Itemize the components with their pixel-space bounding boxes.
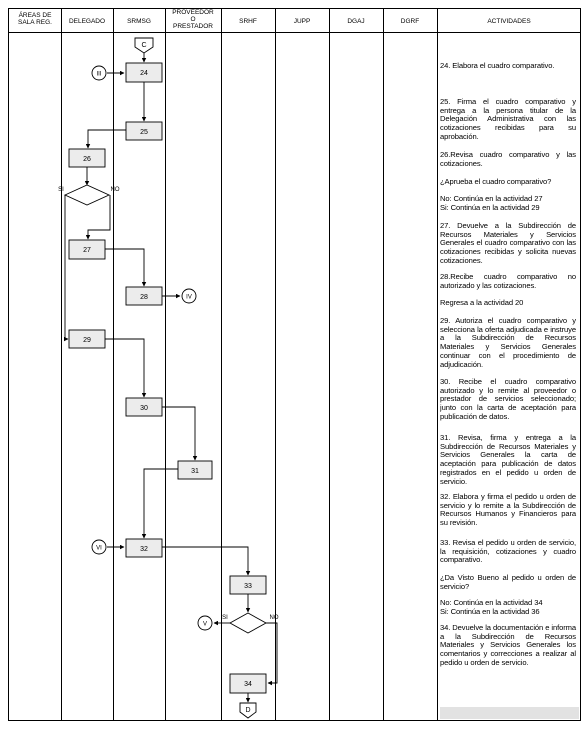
activity-box-27-label: 27 bbox=[83, 247, 91, 254]
activity-box-31-label: 31 bbox=[191, 468, 199, 475]
activity-box-30-label: 30 bbox=[140, 405, 148, 412]
activity-26-text: 26.Revisa cuadro comparativo y las cotizaciones. bbox=[440, 150, 576, 168]
decision-1-yes-label: SI bbox=[58, 187, 64, 193]
activity-24-text: 24. Elabora el cuadro comparativo. bbox=[440, 61, 555, 70]
activity-box-29-label: 29 bbox=[83, 337, 91, 344]
offpage-connector-d-label: D bbox=[245, 707, 251, 714]
activity-box-32-label: 32 bbox=[140, 546, 148, 553]
activity-box-28-label: 28 bbox=[140, 294, 148, 301]
header-actividades: ACTIVIDADES bbox=[487, 18, 531, 25]
activity-29-text: 29. Autoriza el cuadro comparativo y selecciona la oferta adjudicada e instruye a la Subdirección de Recursos Materiales y Servicios Generales continuar con el procedimiento de adjudicación. bbox=[440, 316, 576, 369]
decision-2-options: No: Continúa en la actividad 34 Si: Continúa en la actividad 36 bbox=[440, 598, 543, 616]
offpage-connector-c-label: C bbox=[141, 42, 147, 49]
activity-box-34-label: 34 bbox=[244, 681, 252, 688]
connector-vi-label: VI bbox=[96, 545, 102, 552]
activity-32-text: 32. Elabora y firma el pedido u orden de servicio y lo remite a la Subdirección de Recursos Humanos y Financieros para su revisión. bbox=[440, 492, 576, 528]
activity-box-24-label: 24 bbox=[140, 70, 148, 77]
header-dgaj: DGAJ bbox=[347, 18, 365, 25]
header-srmsg: SRMSG bbox=[127, 18, 151, 25]
activities-column bbox=[440, 32, 579, 710]
activity-33-text: 33. Revisa el pedido u orden de servicio, la requisición, cotizaciones y cuadro comparativo. bbox=[440, 538, 576, 565]
decision-1-question: ¿Aprueba el cuadro comparativo? bbox=[440, 177, 552, 186]
header-jupp: JUPP bbox=[293, 18, 311, 25]
activity-25-text: 25. Firma el cuadro comparativo y entrega a la persona titular de la Delegación Administrativa con las cotizaciones recibidas para su aprobación. bbox=[440, 97, 576, 141]
activity-34-text: 34. Devuelve la documentación e informa a la Subdirección de Recursos Materiales y Servicios Generales los comentarios y correcciones a realizar al pedido u orden de servicio. bbox=[440, 623, 576, 667]
activity-box-26-label: 26 bbox=[83, 156, 91, 163]
decision-approve-order bbox=[230, 613, 266, 633]
activity-box-33-label: 33 bbox=[244, 583, 252, 590]
activity-27-text: 27. Devuelve a la Subdirección de Recursos Materiales y Servicios Generales el cuadro comparativo con las cotizaciones recibidas y solicita nuevas cotizaciones. bbox=[440, 221, 576, 265]
decision-2-yes-label: SI bbox=[222, 615, 228, 621]
header-areas: ÁREAS DE SALA REG. bbox=[18, 12, 52, 26]
decision-1-options: No: Continúa en la actividad 27 Si: Continúa en la actividad 29 bbox=[440, 194, 543, 212]
activity-28-text: 28.Recibe cuadro comparativo no autorizado y las cotizaciones. bbox=[440, 272, 576, 290]
header-dgrf: DGRF bbox=[400, 18, 420, 25]
decision-2-no-label: NO bbox=[269, 615, 279, 621]
decision-approve-comparative bbox=[65, 185, 109, 205]
connector-iv-label: IV bbox=[186, 294, 192, 301]
header-delegado: DELEGADO bbox=[68, 18, 106, 25]
connector-v-label: V bbox=[202, 621, 208, 628]
decision-2-question: ¿Da Visto Bueno al pedido u orden de servicio? bbox=[440, 573, 576, 591]
activity-30-text: 30. Recibe el cuadro comparativo autorizado y lo remite al proveedor o prestador de servicios seleccionado; junto con la carta de aceptación para publicación de datos. bbox=[440, 377, 576, 421]
return-note: Regresa a la actividad 20 bbox=[440, 298, 524, 307]
decision-1-no-label: NO bbox=[110, 187, 120, 193]
header-proveedor: PROVEEDOR O PRESTADOR bbox=[172, 9, 214, 30]
activity-31-text: 31. Revisa, firma y entrega a la Subdirección de Recursos Materiales y Servicios Generales la carta de aceptación para publicación de datos registrados en el pedido u orden de servicio. bbox=[440, 433, 576, 486]
connector-iii-label: III bbox=[96, 71, 102, 78]
activity-box-25-label: 25 bbox=[140, 129, 148, 136]
header-srhf: SRHF bbox=[239, 18, 257, 25]
